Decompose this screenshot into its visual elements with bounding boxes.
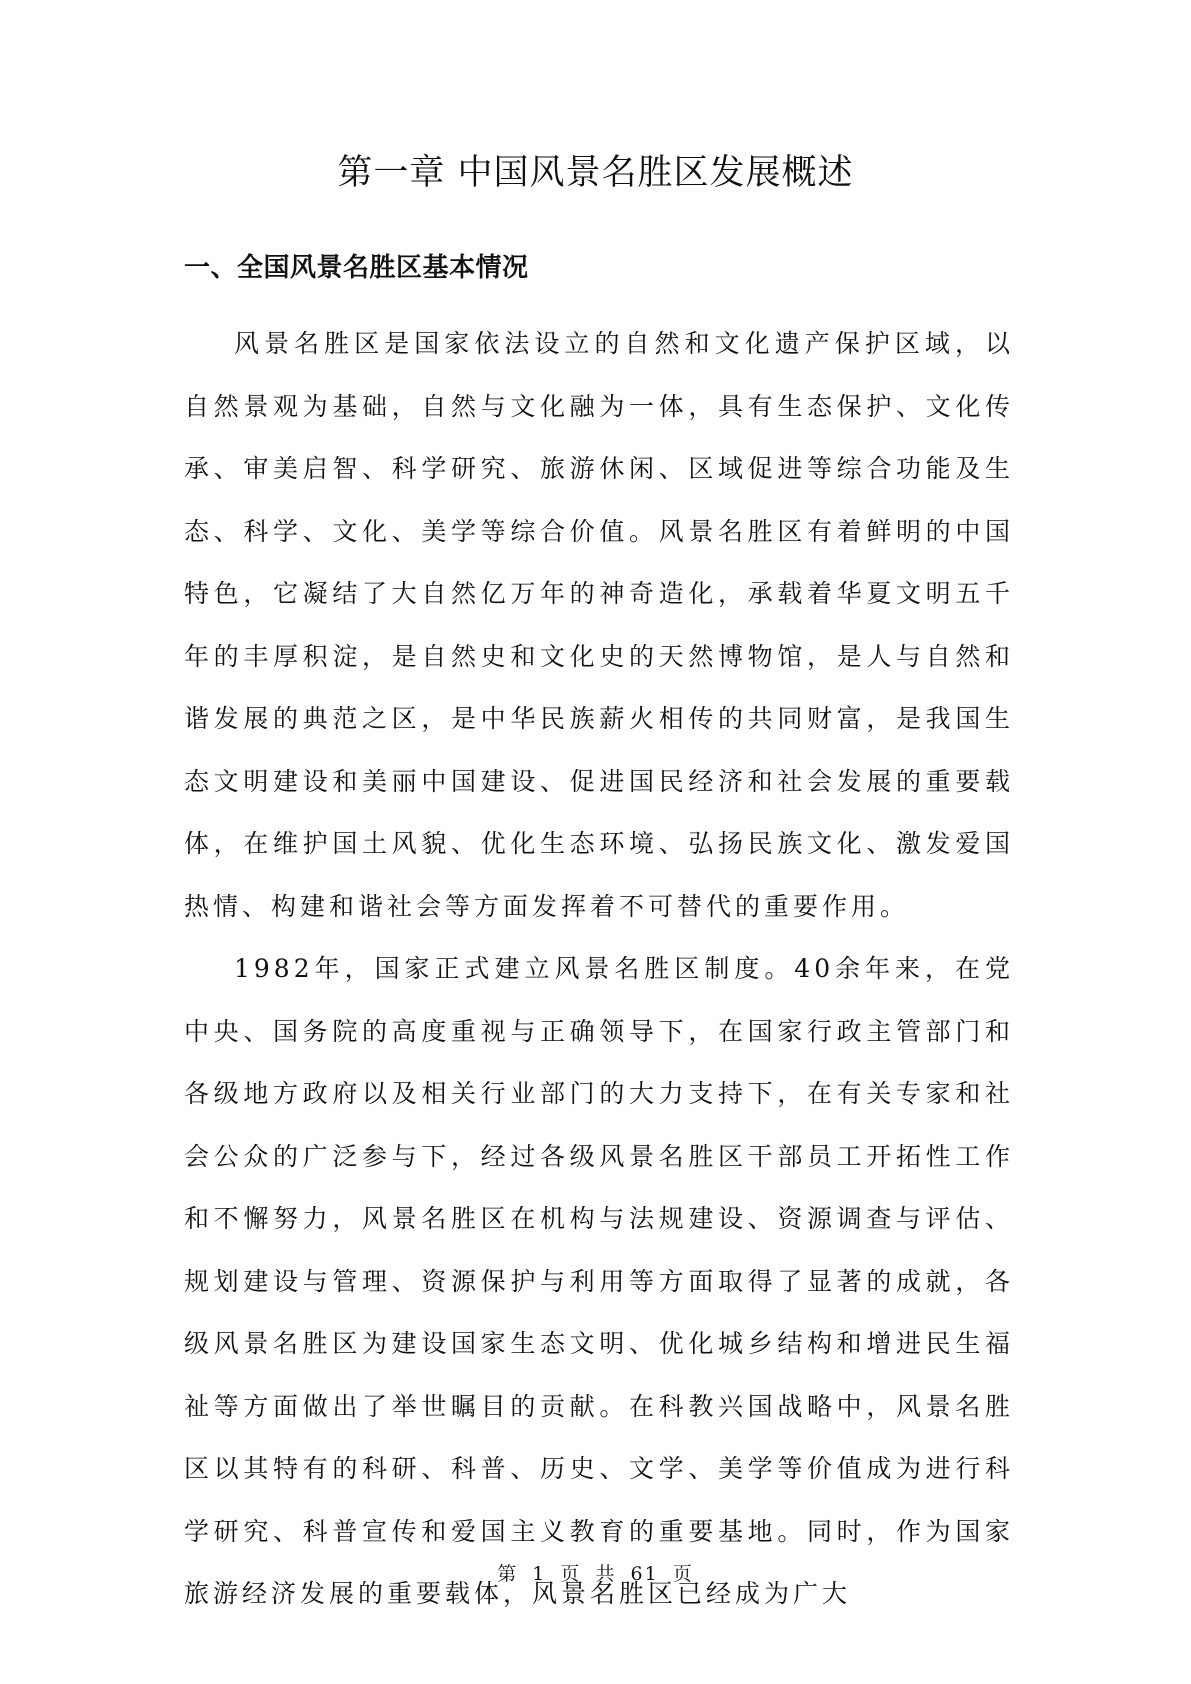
- page-number-footer: 第 1 页 共 61 页: [497, 1563, 694, 1585]
- paragraph: 1982年，国家正式建立风景名胜区制度。40余年来，在党中央、国务院的高度重视与正确领导下，在国家行政主管部门和各级地方政府以及相关行业部门的大力支持下，在有关专家和社会公众的广泛参与下，经过各级风景名胜区干部员工开拓性工作和不懈努力，风景名胜区在机构与法规建设、资源调查与评估、规划建设与管理、资源保护与利用等方面取得了显著的成就，各级风景名胜区为建设国家生态文明、优化城乡结构和增进民生福祉等方面做出了举世瞩目的贡献。在科教兴国战略中，风景名胜区以其特有的科研、科普、历史、文学、美学等价值成为进行科学研究、科普宣传和爱国主义教育的重要基地。同时，作为国家旅游经济发展的重要载体，风景名胜区已经成为广大: [184, 954, 1014, 1608]
- body-text: [184, 313, 1014, 1626]
- section-heading: 一、全国风景名胜区基本情况: [184, 253, 529, 283]
- chapter-title: 第一章 中国风景名胜区发展概述: [337, 153, 854, 193]
- paragraph: 风景名胜区是国家依法设立的自然和文化遗产保护区域，以自然景观为基础，自然与文化融为一体，具有生态保护、文化传承、审美启智、科学研究、旅游休闲、区域促进等综合功能及生态、科学、文化、美学等综合价值。风景名胜区有着鲜明的中国特色，它凝结了大自然亿万年的神奇造化，承载着华夏文明五千年的丰厚积淀，是自然史和文化史的天然博物馆，是人与自然和谐发展的典范之区，是中华民族薪火相传的共同财富，是我国生态文明建设和美丽中国建设、促进国民经济和社会发展的重要载体，在维护国土风貌、优化生态环境、弘扬民族文化、激发爱国热情、构建和谐社会等方面发挥着不可替代的重要作用。: [184, 329, 1014, 921]
